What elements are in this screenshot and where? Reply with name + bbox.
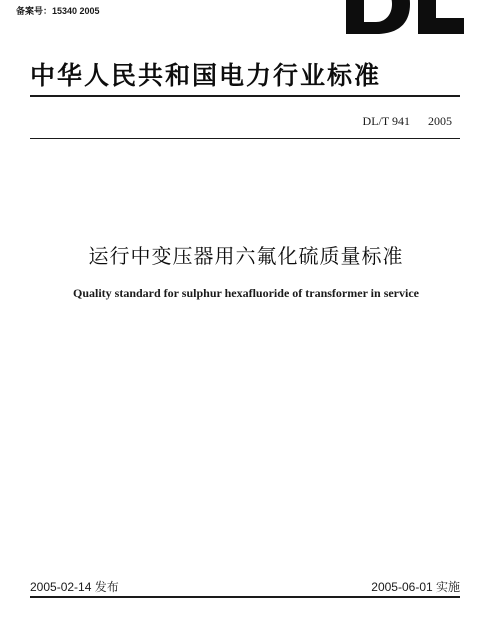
record-number: 备案号：15340 2005: [16, 6, 100, 16]
organization-title: 中华人民共和国电力行业标准: [30, 61, 382, 90]
implementation-date: 2005-06-01 实施: [371, 580, 460, 594]
logo-letter-l: [418, 0, 464, 34]
logo-letter-d: [346, 0, 410, 34]
header-divider: [30, 95, 460, 97]
footer-divider: [30, 596, 460, 598]
issue-date: 2005-02-14 发布: [30, 580, 119, 594]
standard-code: DL/T 941: [362, 114, 410, 128]
standard-number: [363, 114, 452, 129]
document-title-english: Quality standard for sulphur hexafluoride of transformer in service: [73, 286, 419, 300]
standard-number-divider: [30, 138, 460, 139]
standard-year: 2005: [428, 114, 452, 128]
document-title-chinese: 运行中变压器用六氟化硫质量标准: [88, 244, 404, 268]
dl-logo: [338, 0, 468, 34]
